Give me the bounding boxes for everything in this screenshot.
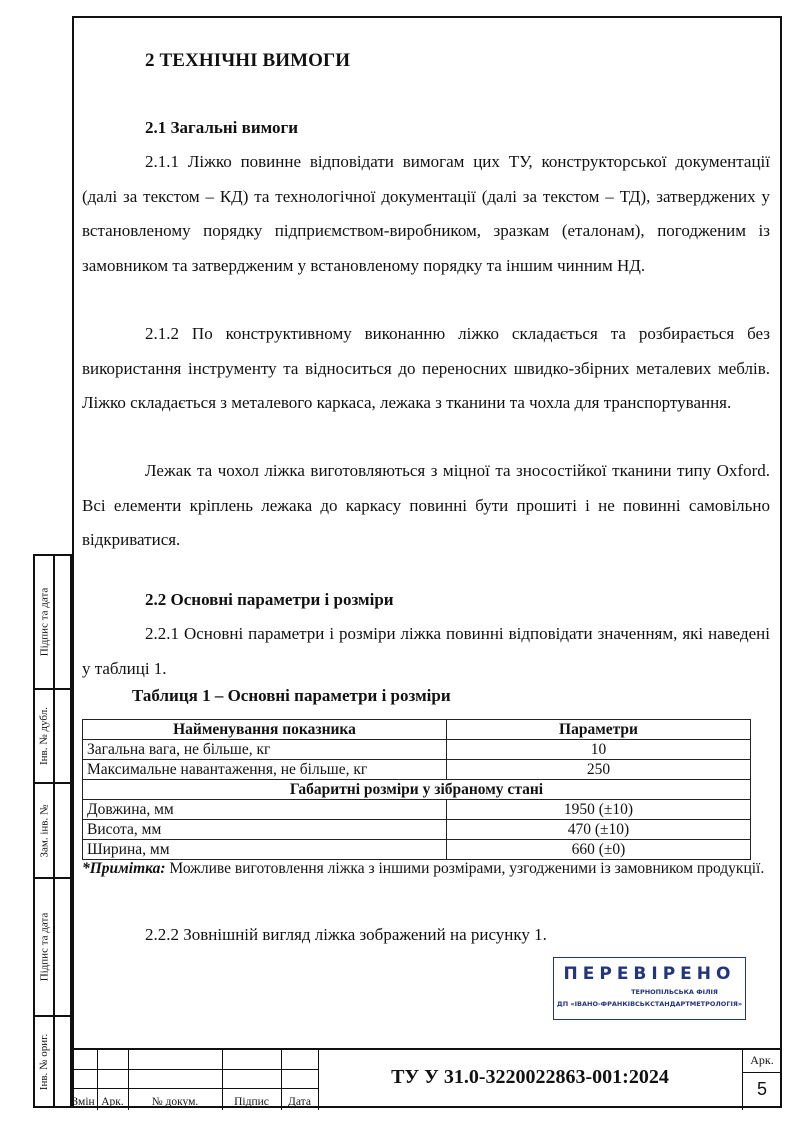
col-signature: Підпис [234, 1096, 269, 1108]
table-header-row [83, 720, 751, 740]
subheader-dimensions: Габаритні розміри у зібраному стані [83, 780, 751, 800]
paragraph-2-2-1: 2.2.1 Основні параметри і розміри ліжка повинні відповідати значенням, які наведені у таблиці 1. [82, 624, 770, 678]
table-row [83, 840, 751, 860]
row-value: 660 (±0) [447, 840, 751, 860]
side-cell-replaced-inv-number [33, 782, 72, 879]
subsection-title-general: 2.1 Загальні вимоги [145, 118, 298, 137]
row-name: Загальна вага, не більше, кг [83, 740, 447, 760]
side-cell-orig-inv-number [33, 1015, 72, 1108]
col-doc-number: № докум. [151, 1096, 199, 1108]
side-cell-dup-inv-number [33, 688, 72, 784]
table-note [82, 860, 770, 878]
side-label: Підпис та дата [38, 912, 51, 982]
side-label: Зам. інв. № [38, 804, 50, 857]
subsection-title-params: 2.2 Основні параметри і розміри [145, 590, 394, 609]
title-block [70, 1048, 782, 1110]
document-code: ТУ У 31.0-3220022863-001:2024 [391, 1066, 669, 1088]
side-label: Підпис та дата [38, 587, 51, 657]
row-value: 1950 (±10) [447, 800, 751, 820]
header-indicator-name: Найменування показника [83, 720, 447, 740]
stamp-main-text: ПЕРЕВІРЕНО [563, 964, 736, 984]
parameters-table [82, 719, 751, 860]
paragraph-fabric: Лежак та чохол ліжка виготовляються з міцної та зносостійкої тканини типу Oxford. Всі елементи кріплень лежака до каркасу повинні бути прошиті і не повинні самовільно відкриватися. [82, 461, 770, 549]
row-value: 250 [447, 760, 751, 780]
col-sheet: Арк. [101, 1096, 124, 1108]
paragraph-2-1-2: 2.1.2 По конструктивному виконанню ліжко складається та розбирається без використання інструменту та відноситься до переносних швидко-збірних металевих меблів. Ліжко складається з металевого каркаса, лежака з тканини та чохла для транспортування. [82, 324, 770, 412]
table-row [83, 800, 751, 820]
table-row [83, 740, 751, 760]
verification-stamp [553, 957, 746, 1020]
header-parameters: Параметри [447, 720, 751, 740]
stamp-branch-text: ТЕРНОПІЛЬСЬКА ФІЛІЯ [631, 988, 718, 996]
row-name: Довжина, мм [83, 800, 447, 820]
stamp-organization-text: ДП «ІВАНО-ФРАНКІВСЬКСТАНДАРТМЕТРОЛОГІЯ» [556, 1000, 743, 1008]
sheet-label: Арк. [750, 1053, 774, 1067]
note-text: Можливе виготовлення ліжка з іншими розмірами, узгодженими із замовником продукції. [165, 860, 765, 877]
table-subheader-row [83, 780, 751, 800]
col-date: Дата [288, 1096, 311, 1108]
table-row [83, 820, 751, 840]
row-value: 10 [447, 740, 751, 760]
section-title: 2 ТЕХНІЧНІ ВИМОГИ [145, 50, 351, 71]
paragraph-2-1-1: 2.1.1 Ліжко повинне відповідати вимогам цих ТУ, конструкторської документації (далі за текстом – КД) та технологічної документації (далі за текстом – ТД), затверджених у встановленому порядку підприємством-виробником, зразкам (еталонам), погодженим із замовником та затвердженим у встановленому порядку та іншим чинним НД. [82, 152, 770, 275]
row-name: Максимальне навантаження, не більше, кг [83, 760, 447, 780]
row-name: Висота, мм [83, 820, 447, 840]
side-cell-signature-date-1 [33, 554, 72, 690]
side-label: Інв. № ориг. [38, 1033, 50, 1090]
col-change: Змін [72, 1096, 95, 1108]
row-value: 470 (±10) [447, 820, 751, 840]
row-name: Ширина, мм [83, 840, 447, 860]
paragraph-2-2-2: 2.2.2 Зовнішній вигляд ліжка зображений на рисунку 1. [145, 925, 547, 944]
page-number: 5 [756, 1079, 767, 1099]
table-row [83, 760, 751, 780]
side-cell-signature-date-2 [33, 877, 72, 1017]
table-caption: Таблиця 1 – Основні параметри і розміри [132, 686, 451, 705]
note-label: *Примітка: [82, 860, 166, 877]
side-label: Інв. № дубл. [38, 706, 51, 766]
